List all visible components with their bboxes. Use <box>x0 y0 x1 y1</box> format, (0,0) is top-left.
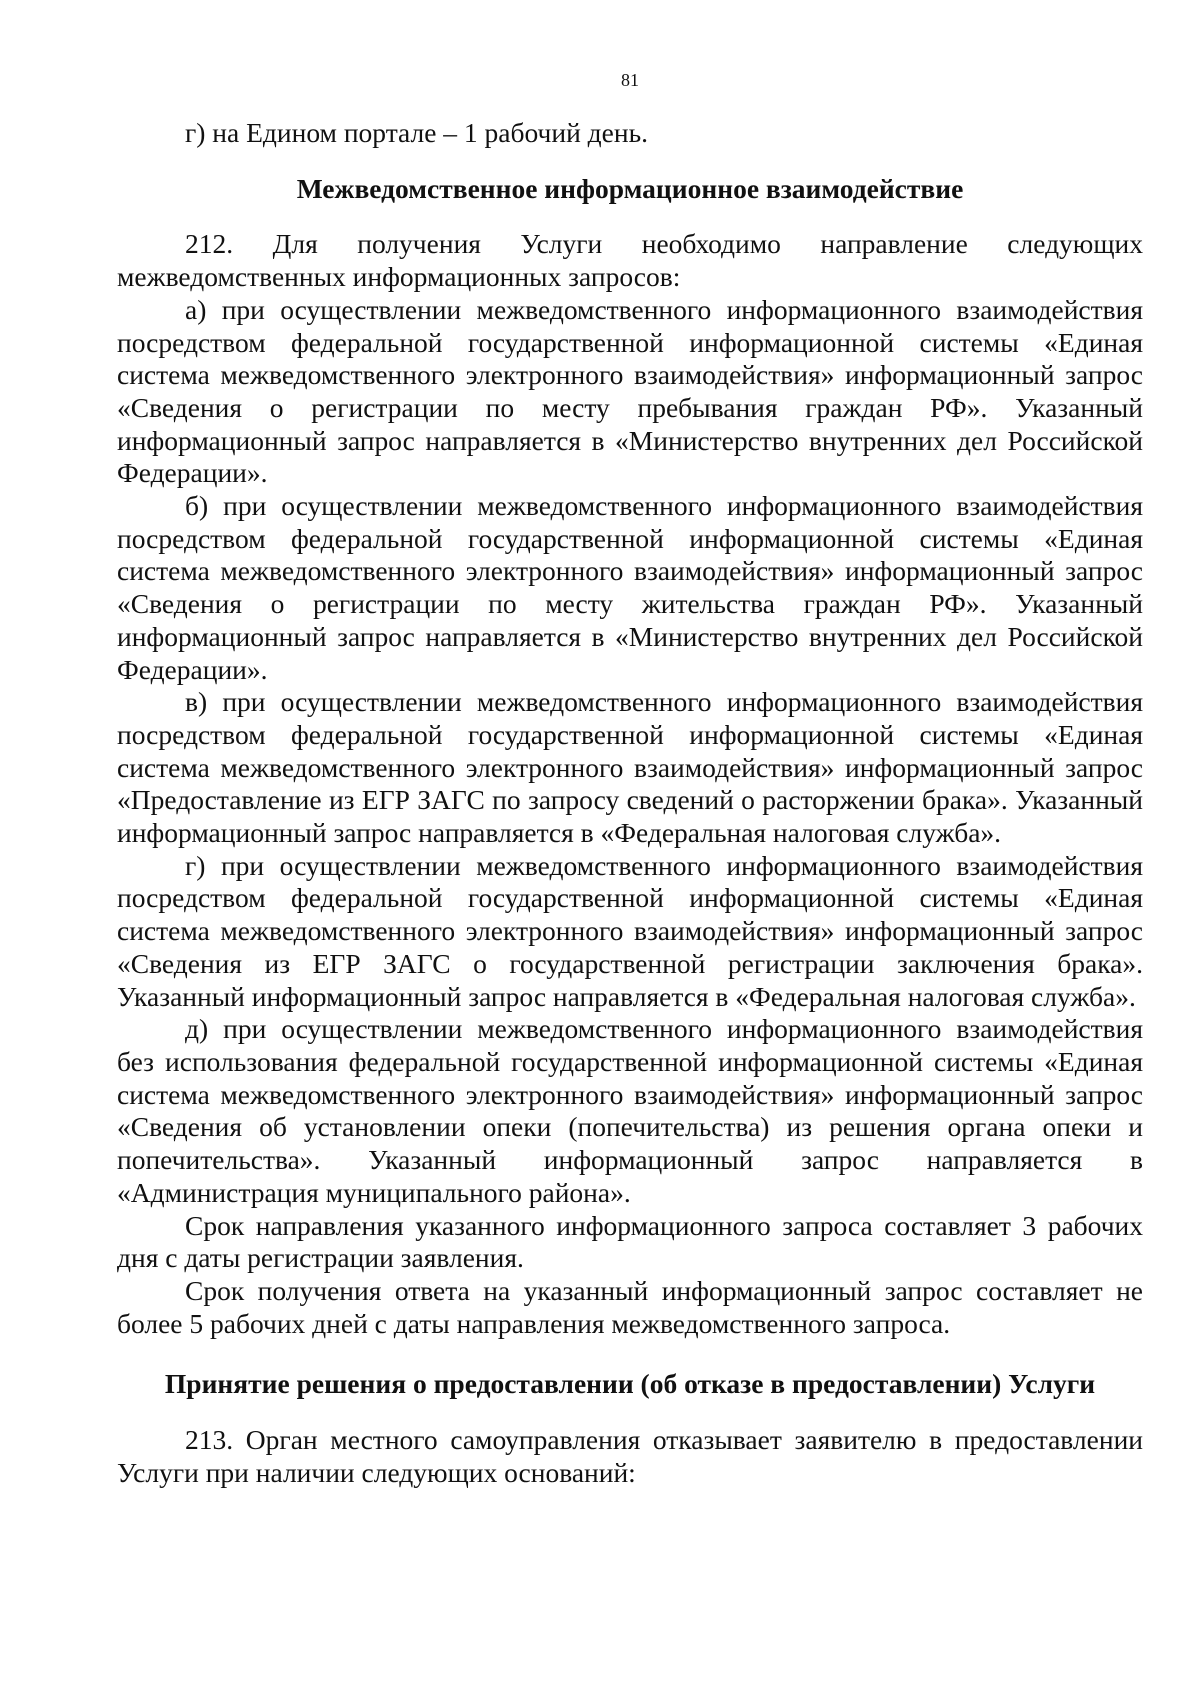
page-number: 81 <box>621 70 639 90</box>
paragraph-item-v: в) при осуществлении межведомственного информационного взаимодействия посредством федеральной государственной информационной системы «Единая система межведомственного электронного взаимодействия» информационный запрос «Предоставление из ЕГР ЗАГС по запросу сведений о расторжении брака». Указанный информационный запрос направляется в «Федеральная налоговая служба». <box>117 686 1143 849</box>
section-heading-interagency: Межведомственное информационное взаимодействие <box>296 172 964 204</box>
paragraph-item-d: д) при осуществлении межведомственного информационного взаимодействия без использования федеральной государственной информационной системы «Единая система межведомственного электронного взаимодействия» информационный запрос «Сведения об установлении опеки (попечительства) из решения органа опеки и попечительства». Указанный информационный запрос направляется в «Администрация муниципального района». <box>117 1013 1143 1208</box>
paragraph-item-b: б) при осуществлении межведомственного информационного взаимодействия посредством федеральной государственной информационной системы «Единая система межведомственного электронного взаимодействия» информационный запрос «Сведения о регистрации по месту жительства граждан РФ». Указанный информационный запрос направляется в «Министерство внутренних дел Российской Федерации». <box>117 490 1143 685</box>
paragraph-212: 212. Для получения Услуги необходимо направление следующих межведомственных информационных запросов: <box>117 228 1143 293</box>
paragraph-213: 213. Орган местного самоуправления отказывает заявителю в предоставлении Услуги при наличии следующих оснований: <box>117 1424 1143 1488</box>
intro-line: г) на Едином портале – 1 рабочий день. <box>185 117 649 148</box>
section-heading-decision: Принятие решения о предоставлении (об отказе в предоставлении) Услуги <box>164 1368 1096 1400</box>
document-body <box>117 117 1143 1489</box>
paragraph-request-deadline: Срок направления указанного информационного запроса составляет 3 рабочих дня с даты регистрации заявления. <box>117 1209 1143 1274</box>
paragraph-response-deadline: Срок получения ответа на указанный информационный запрос составляет не более 5 рабочих дней с даты направления межведомственного запроса. <box>117 1274 1143 1339</box>
paragraph-item-g: г) при осуществлении межведомственного информационного взаимодействия посредством федеральной государственной информационной системы «Единая система межведомственного электронного взаимодействия» информационный запрос «Сведения из ЕГР ЗАГС о государственной регистрации заключения брака». Указанный информационный запрос направляется в «Федеральная налоговая служба». <box>117 849 1143 1012</box>
paragraph-item-a: а) при осуществлении межведомственного информационного взаимодействия посредством федеральной государственной информационной системы «Единая система межведомственного электронного взаимодействия» информационный запрос «Сведения о регистрации по месту пребывания граждан РФ». Указанный информационный запрос направляется в «Министерство внутренних дел Российской Федерации». <box>117 293 1143 489</box>
